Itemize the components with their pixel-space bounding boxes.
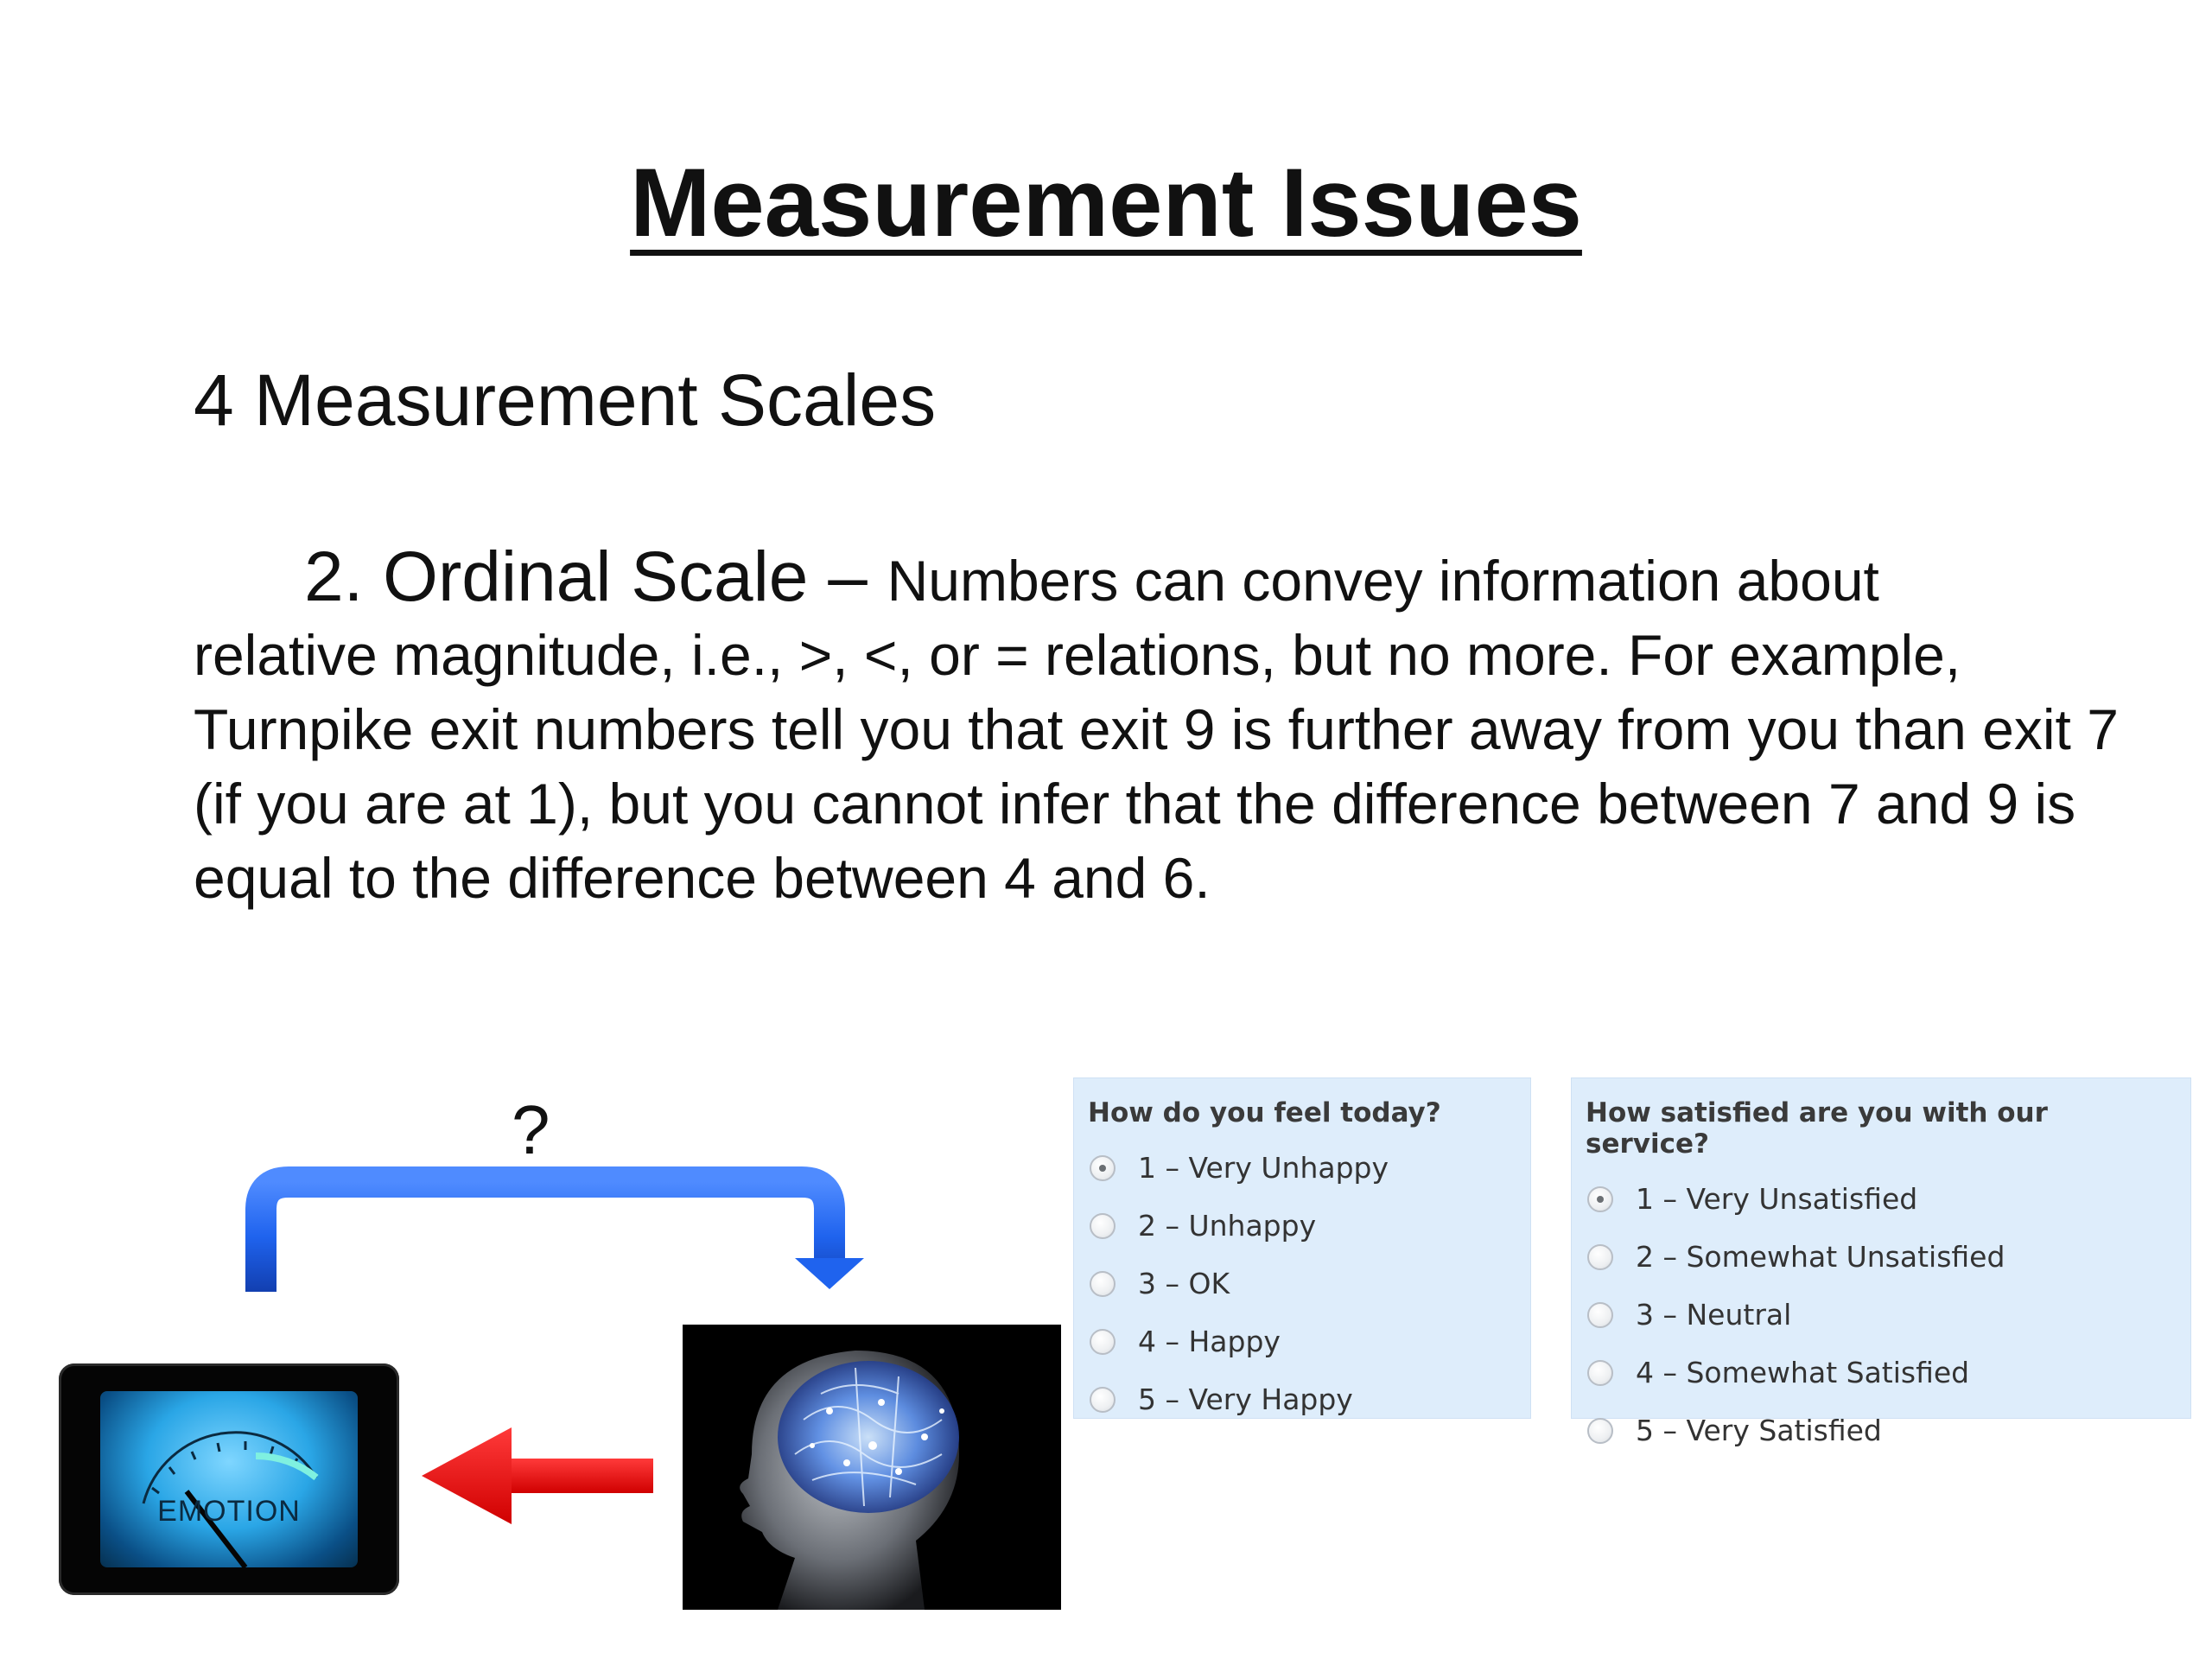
emotion-meter-icon xyxy=(59,1363,399,1595)
meter-label: EMOTION xyxy=(157,1495,301,1528)
item-label: 2. Ordinal Scale xyxy=(304,537,809,616)
radio-button[interactable] xyxy=(1090,1329,1116,1355)
item-text-line1: Numbers can convey information about xyxy=(887,549,1879,613)
left-arrow-icon xyxy=(422,1427,653,1524)
radio-button[interactable] xyxy=(1587,1186,1613,1212)
meter-face xyxy=(100,1391,358,1567)
radio-button[interactable] xyxy=(1090,1213,1116,1239)
option-label: 2 – Unhappy xyxy=(1138,1209,1317,1243)
option-label: 1 – Very Unsatisfied xyxy=(1636,1182,1918,1216)
question-mark: ? xyxy=(512,1091,550,1168)
survey-option[interactable] xyxy=(1584,1402,2178,1459)
survey-option[interactable] xyxy=(1086,1313,1518,1370)
survey-question: How satisfied are you with our service? xyxy=(1586,1097,2048,1160)
option-label: 4 – Happy xyxy=(1138,1325,1281,1358)
radio-button[interactable] xyxy=(1587,1360,1613,1386)
survey-option[interactable] xyxy=(1086,1197,1518,1255)
option-label: 1 – Very Unhappy xyxy=(1138,1151,1389,1185)
radio-button[interactable] xyxy=(1090,1155,1116,1181)
top-arrow-icon xyxy=(261,1182,864,1292)
survey-option[interactable] xyxy=(1584,1344,2178,1402)
meter-scale-icon xyxy=(100,1391,358,1567)
radio-button[interactable] xyxy=(1587,1418,1613,1444)
brain-head-icon xyxy=(683,1325,1061,1610)
option-label: 2 – Somewhat Unsatisfied xyxy=(1636,1240,2005,1274)
brain-illustration xyxy=(683,1325,1061,1610)
option-label: 4 – Somewhat Satisfied xyxy=(1636,1356,1970,1389)
slide-title: Measurement Issues xyxy=(630,149,1582,257)
radio-button[interactable] xyxy=(1090,1271,1116,1297)
item-dash: – xyxy=(808,537,887,616)
radio-button[interactable] xyxy=(1587,1244,1613,1270)
option-label: 3 – OK xyxy=(1138,1267,1230,1300)
survey-option[interactable] xyxy=(1086,1139,1518,1197)
item-text-rest: relative magnitude, i.e., >, <, or = relations, but no more. For example, Turnpike exit numbers tell you that exit 9 is further away from you than exit 7 (if you are at 1), but you cannot infer that the difference between 7 and 9 is equal to the difference between 4 and 6. xyxy=(194,623,2119,910)
slide-subtitle: 4 Measurement Scales xyxy=(194,359,937,441)
survey-service-satisfaction xyxy=(1571,1077,2191,1447)
option-label: 5 – Very Happy xyxy=(1138,1382,1353,1416)
survey-question: How do you feel today? xyxy=(1088,1097,1441,1128)
radio-button[interactable] xyxy=(1587,1302,1613,1328)
survey-option[interactable] xyxy=(1086,1370,1518,1428)
survey-option[interactable] xyxy=(1584,1170,2178,1228)
option-label: 5 – Very Satisfied xyxy=(1636,1414,1882,1447)
survey-feel-today xyxy=(1073,1077,1531,1419)
radio-button[interactable] xyxy=(1090,1387,1116,1413)
option-label: 3 – Neutral xyxy=(1636,1298,1792,1332)
survey-option[interactable] xyxy=(1086,1255,1518,1313)
survey-option[interactable] xyxy=(1584,1286,2178,1344)
survey-option[interactable] xyxy=(1584,1228,2178,1286)
